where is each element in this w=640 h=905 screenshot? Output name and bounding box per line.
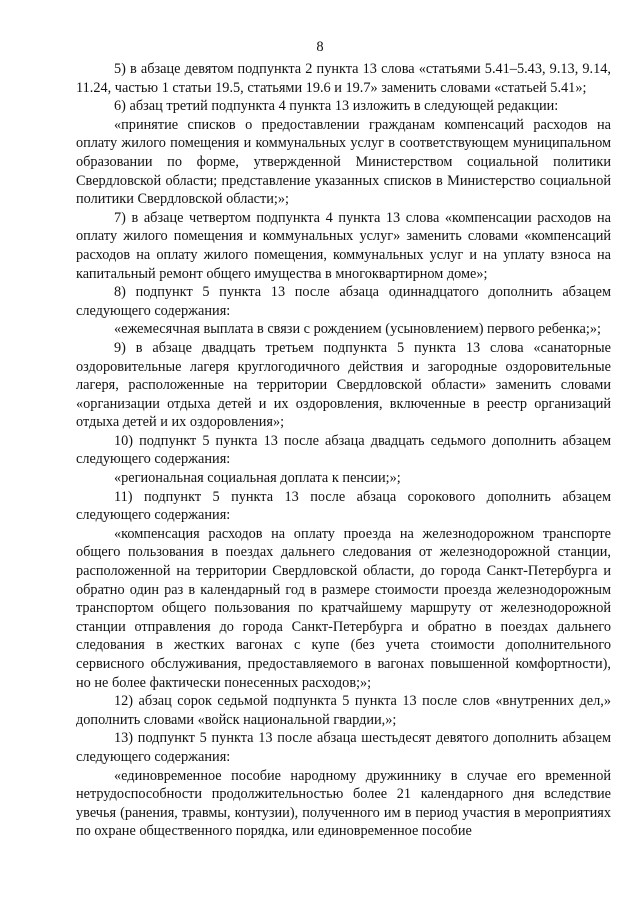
paragraph-item-6: 6) абзац третий подпункта 4 пункта 13 изложить в следующей редакции: [114, 98, 559, 115]
paragraph-quote-13: «единовременное пособие народному дружиннику в случае его временной нетрудоспособности продолжительностью более 21 календарного дня вследствие увечья (ранения, травмы, контузии), полученного им в период участия в мероприятиях по охране общественного порядка, или единовременное пособие [76, 767, 611, 840]
paragraph-item-9: 9) в абзаце двадцать третьем подпункта 5 пункта 13 слова «санаторные оздоровительные лагеря круглогодичного действия и загородные оздоровительные лагеря, расположенные на территории Свердловской области» заменить словами «организации отдыха детей и их оздоровления, включенные в реестр организаций отдыха детей и их оздоровления»; [76, 339, 611, 431]
paragraph-quote-11: «компенсация расходов на оплату проезда на железнодорожном транспорте общего пользования в поездах дальнего следования от железнодорожной станции, расположенной на территории Свердловской области, до города Санкт-Петербурга и обратно один раз в календарный год в размере стоимости проезда железнодорожным транспортом общего пользования по кратчайшему маршруту от железнодорожной станции отправления до города Санкт-Петербурга и обратно в поездах дальнего следования в жестких вагонах с купе (без учета стоимости дополнительного сервисного обслуживания, предоставляемого в вагонах повышенной комфортности), но не более фактически понесенных расходов;»; [76, 525, 611, 691]
document-body [76, 60, 611, 841]
paragraph-quote-6: «принятие списков о предоставлении гражданам компенсаций расходов на оплату жилого помещения и коммунальных услуг в соответствующем муниципальном образовании по форме, утвержденной Министерством социальной политики Свердловской области; представление указанных списков в Министерство социальной политики Свердловской области;»; [76, 116, 611, 208]
paragraph-item-8: 8) подпункт 5 пункта 13 после абзаца одиннадцатого дополнить абзацем следующего содержания: [76, 284, 611, 319]
paragraph-item-13: 13) подпункт 5 пункта 13 после абзаца шестьдесят девятого дополнить абзацем следующего содержания: [76, 730, 611, 765]
paragraph-item-7: 7) в абзаце четвертом подпункта 4 пункта 13 слова «компенсации расходов на оплату жилого помещения и коммунальных услуг» заменить словами «компенсаций расходов на оплату жилого помещения, коммунальных услуг и на уплату взноса на капитальный ремонт общего имущества в многоквартирном доме»; [76, 209, 611, 282]
paragraph-quote-10: «региональная социальная доплата к пенсии;»; [114, 470, 401, 487]
paragraph-item-5: 5) в абзаце девятом подпункта 2 пункта 13 слова «статьями 5.41–5.43, 9.13, 9.14, 11.24, частью 1 статьи 19.5, статьями 19.6 и 19.7» заменить словами «статьей 5.41»; [76, 61, 611, 96]
paragraph-item-12: 12) абзац сорок седьмой подпункта 5 пункта 13 после слов «внутренних дел,» дополнить словами «войск национальной гвардии,»; [76, 693, 611, 728]
paragraph-quote-8: «ежемесячная выплата в связи с рождением (усыновлением) первого ребенка;»; [114, 321, 601, 338]
page-number: 8 [316, 39, 324, 55]
paragraph-item-11: 11) подпункт 5 пункта 13 после абзаца сорокового дополнить абзацем следующего содержания: [76, 488, 611, 524]
paragraph-item-10: 10) подпункт 5 пункта 13 после абзаца двадцать седьмого дополнить абзацем следующего содержания: [76, 432, 611, 468]
